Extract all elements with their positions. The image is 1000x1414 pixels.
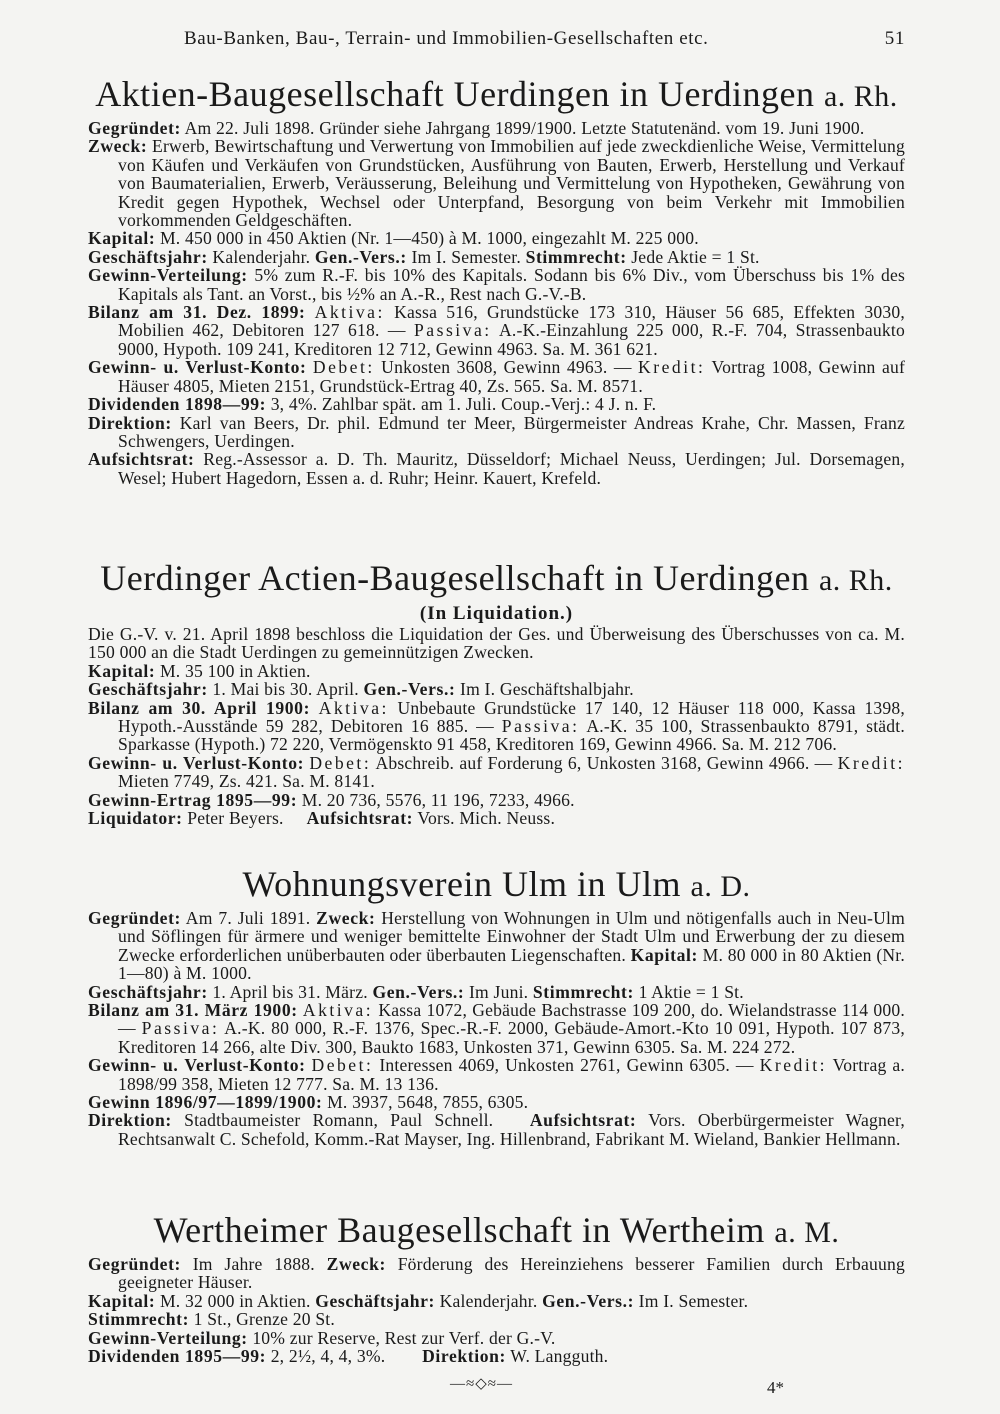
entry-intro: Die G.-V. v. 21. April 1898 beschloss die Liquidation der Ges. und Überweisung des Überschusses von ca. M. 150 000 an die Stadt Uerdingen zu gemeinnützigen Zwecken. bbox=[88, 624, 905, 663]
entry-aktien-baugesellschaft-uerdingen bbox=[88, 72, 905, 487]
entry-field-stimmrecht: Stimmrecht: 1 St., Grenze 20 St. bbox=[88, 1309, 335, 1330]
entry-field-dividenden: Dividenden 1898—99: 3, 4%. Zahlbar spät. am 1. Juli. Coup.-Verj.: 4 J. n. F. bbox=[88, 394, 657, 415]
entry-field-bilanz: Bilanz am 30. April 1900: Aktiva: Unbebaute Grundstücke 17 140, 12 Häuser 118 000, Kassa 1398, Hypoth.-Ausstände 59 282, Debitoren 16 885. — Passiva: A.-K. 35 100, Strassenbaukto 8791, städt. Sparkasse (Hypoth.) 72 220, Vermögenskto 91 458, Kreditoren 169, Gewinn 4966. Sa. M. 212 706. bbox=[88, 697, 905, 755]
entry-field-gv-konto: Gewinn- u. Verlust-Konto: Debet: Unkosten 3608, Gewinn 4963. — Kredit: Vortrag 1008, Gewinn auf Häuser 4805, Mieten 2151, Grundstück-Ertrag 40, Zs. 565. Sa. M. 8571. bbox=[88, 357, 906, 396]
entry-field-direktion: Direktion: Karl van Beers, Dr. phil. Edmund ter Meer, Bürgermeister Andreas Krahe, Chr. Massen, Franz Schwengers, Uerdingen. bbox=[88, 412, 905, 451]
signature-mark: 4* bbox=[767, 1378, 784, 1397]
entry-field-gewinn-verteilung: Gewinn-Verteilung: 5% zum R.-F. bis 10% des Kapitals. Sodann bis 6% Div., vom Überschuss bis 1% des Kapitals als Tant. an Vorst., bis ½% an A.-R., Rest nach G.-V.-B. bbox=[88, 265, 905, 304]
entry-field-geschaeftsjahr: Geschäftsjahr: Kalenderjahr. Gen.-Vers.: Im I. Semester. Stimmrecht: Jede Aktie = 1 St. bbox=[88, 246, 760, 267]
entry-field-gewinn-ertrag: Gewinn-Ertrag 1895—99: M. 20 736, 5576, 11 196, 7233, 4966. bbox=[88, 789, 575, 810]
page-number: 51 bbox=[884, 28, 905, 49]
entry-uerdinger-actien-baugesellschaft bbox=[88, 556, 905, 827]
entry-field-bilanz: Bilanz am 31. Dez. 1899: Aktiva: Kassa 516, Grundstücke 173 310, Häuser 56 685, Effekten 3030, Mobilien 462, Debitoren 127 618. — Passiva: A.-K.-Einzahlung 225 000, R.-F. 704, Strassenbaukto 9000, Hypoth. 109 241, Kreditoren 12 712, Gewinn 4963. Sa. M. 361 621. bbox=[88, 302, 905, 359]
ornament-divider: —≈◇≈— bbox=[450, 1376, 514, 1392]
entry-field-zweck: Zweck: Erwerb, Bewirtschaftung und Verwertung von Immobilien auf jede zweckdienliche Weise, Vermittelung von Käufen und Verkäufen von Grundstücken, Ausführung von Bauten, Erwerb, Herstellung und Verkauf von Baumaterialien, Erwerb, Veräusserung, Beleihung und Vermittelung von Hypotheken, Gewährung von Kredit gegen Hypothek, Wechsel oder Unterpfand, Besorgung von beim Verkehr mit Immobilien vorkommenden Geldgeschäften. bbox=[88, 136, 905, 231]
entry-wohnungsverein-ulm bbox=[88, 862, 905, 1148]
entry-field-gegruendet: Gegründet: Am 22. Juli 1898. Gründer siehe Jahrgang 1899/1900. Letzte Statutenänd. vom 19. Juni 1900. bbox=[88, 118, 865, 138]
entry-field-direktion: Direktion: Stadtbaumeister Romann, Paul Schnell. Aufsichtsrat: Vors. Oberbürgermeister Wagner, Rechtsanwalt C. Schefold, Komm.-Rat Mayser, Ing. Hillenbrand, Fabrikant M. Wieland, Bankier Hellmann. bbox=[88, 1110, 906, 1149]
entry-title: Wertheimer Baugesellschaft in Wertheim a. M. bbox=[153, 1210, 840, 1250]
entry-field-gv-konto: Gewinn- u. Verlust-Konto: Debet: Abschreib. auf Forderung 6, Unkosten 3168, Gewinn 4966. — Kredit: Mieten 7749, Zs. 421. Sa. M. 8141. bbox=[88, 752, 905, 792]
entry-field-bilanz: Bilanz am 31. März 1900: Aktiva: Kassa 1072, Gebäude Bachstrasse 109 200, do. Wielandstrasse 114 000. — Passiva: A.-K. 80 000, R.-F. 1376, Spec.-R.-F. 2000, Gebäude-Amort.-Kto 10 091, Hypoth. 107 873, Kreditoren 14 266, alte Div. 300, Baukto 1683, Unkosten 371, Gewinn 6305. Sa. M. 224 272. bbox=[88, 1000, 905, 1057]
entry-field-liquidator: Liquidator: Peter Beyers. Aufsichtsrat: Vors. Mich. Neuss. bbox=[88, 808, 556, 829]
entry-field-dividenden: Dividenden 1895—99: 2, 2½, 4, 4, 3%. Direktion: W. Langguth. bbox=[88, 1346, 609, 1367]
entry-field-kapital: Kapital: M. 35 100 in Aktien. bbox=[88, 660, 311, 681]
entry-field-gewinn-verteilung: Gewinn-Verteilung: 10% zur Reserve, Rest zur Verf. der G.-V. bbox=[88, 1327, 556, 1348]
entry-field-gv-konto: Gewinn- u. Verlust-Konto: Debet: Interessen 4069, Unkosten 2761, Gewinn 6305. — Kredit: Vortrag a. 1898/99 358, Mieten 12 777. Sa. M. 13 136. bbox=[88, 1055, 905, 1094]
entry-field-gegruendet: Gegründet: Am 7. Juli 1891. Zweck: Herstellung von Wohnungen in Ulm und nötigenfalls auch in Neu-Ulm und Söflingen für ärmere und weniger bemittelte Einwohner der Stadt Ulm und Erwerbung der zu diesem Zwecke erforderlichen unüberbauten oder überbauten Liegenschaften. Kapital: M. 80 000 in 80 Aktien (Nr. 1—80) à M. 1000. bbox=[88, 908, 905, 984]
entry-title: Wohnungsverein Ulm in Ulm a. D. bbox=[242, 864, 751, 904]
entry-field-kapital: Kapital: M. 32 000 in Aktien. Geschäftsjahr: Kalenderjahr. Gen.-Vers.: Im I. Semester. bbox=[88, 1290, 749, 1311]
running-head-title: Bau-Banken, Bau-, Terrain- und Immobilien-Gesellschaften etc. bbox=[184, 28, 709, 49]
entry-field-gegruendet: Gegründet: Im Jahre 1888. Zweck: Förderung des Hereinziehens besserer Familien durch Erbauung geeigneter Häuser. bbox=[88, 1254, 905, 1293]
entry-title: Uerdinger Actien-Baugesellschaft in Uerdingen a. Rh. bbox=[100, 558, 893, 598]
entry-subtitle: (In Liquidation.) bbox=[419, 603, 574, 624]
entry-field-aufsichtsrat: Aufsichtsrat: Reg.-Assessor a. D. Th. Mauritz, Düsseldorf; Michael Neuss, Uerdingen; Jul. Dorsemagen, Wesel; Hubert Hagedorn, Essen a. d. Ruhr; Heinr. Kauert, Krefeld. bbox=[88, 449, 905, 488]
entry-field-kapital: Kapital: M. 450 000 in 450 Aktien (Nr. 1—450) à M. 1000, eingezahlt M. 225 000. bbox=[88, 228, 699, 249]
entry-field-geschaeftsjahr: Geschäftsjahr: 1. Mai bis 30. April. Gen.-Vers.: Im I. Geschäftshalbjahr. bbox=[88, 679, 634, 700]
entry-wertheimer-baugesellschaft bbox=[88, 1208, 905, 1365]
entry-field-gewinn: Gewinn 1896/97—1899/1900: M. 3937, 5648, 7855, 6305. bbox=[88, 1092, 529, 1113]
running-head bbox=[88, 28, 905, 52]
entry-field-geschaeftsjahr: Geschäftsjahr: 1. April bis 31. März. Gen.-Vers.: Im Juni. Stimmrecht: 1 Aktie = 1 St. bbox=[88, 981, 744, 1002]
entry-title: Aktien-Baugesellschaft Uerdingen in Uerdingen a. Rh. bbox=[95, 74, 898, 114]
